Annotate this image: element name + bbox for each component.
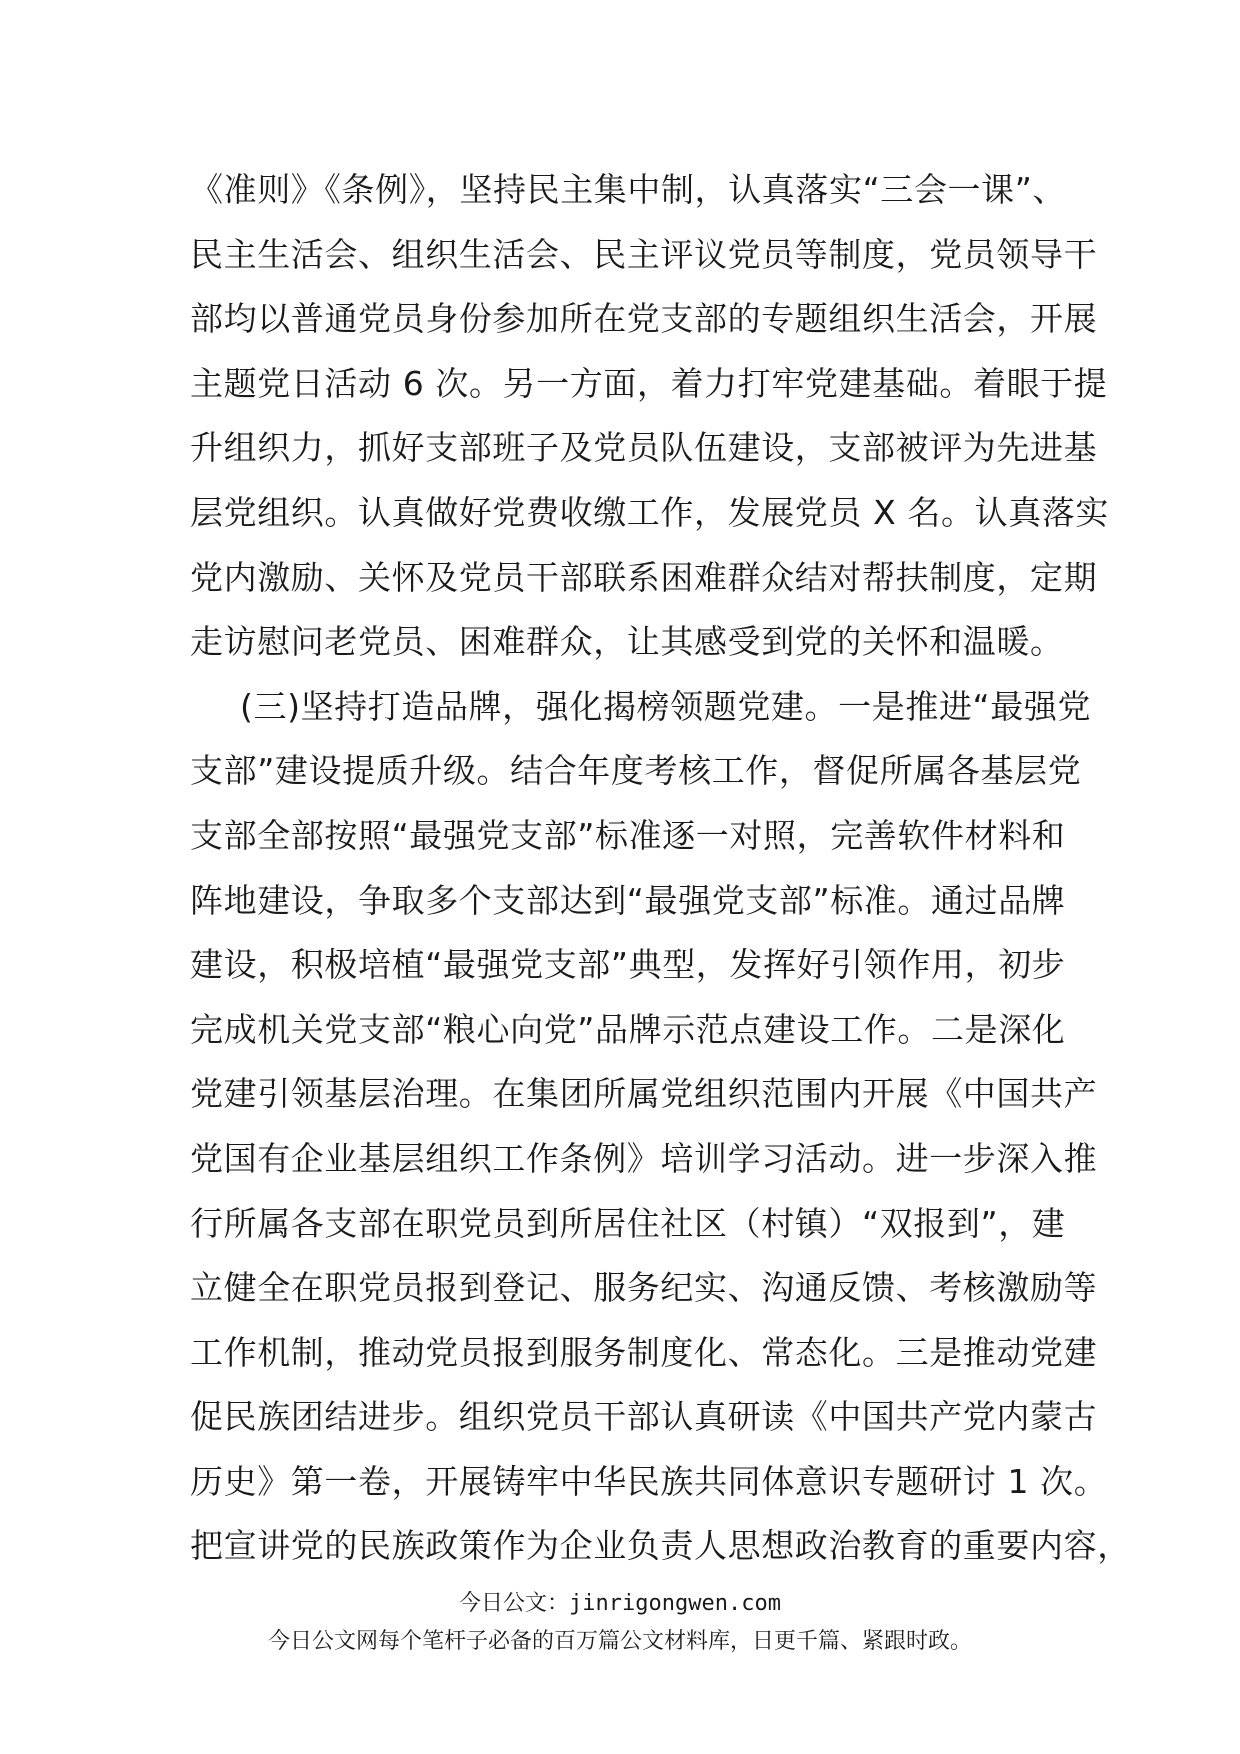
section-heading-line: (三)坚持打造品牌，强化揭榜领题党建。一是推进“最强党 [240, 686, 1092, 726]
body-line: 促民族团结进步。组织党员干部认真研读《中国共产党内蒙古 [190, 1397, 1098, 1437]
body-line: 主题党日活动 6 次。另一方面，着力打牢党建基础。着眼于提 [190, 363, 1108, 403]
footer-source-url[interactable]: jinrigongwen.com [569, 1591, 781, 1616]
body-line: 把宣讲党的民族政策作为企业负责人思想政治教育的重要内容， [190, 1526, 1131, 1566]
body-line: 行所属各支部在职党员到所居住社区（村镇）“双报到”，建 [190, 1203, 1066, 1243]
footer-source [0, 1589, 1240, 1619]
body-line: 部均以普通党员身份参加所在党支部的专题组织生活会，开展 [190, 299, 1098, 339]
body-line: 建设，积极培植“最强党支部”典型，发挥好引领作用，初步 [190, 945, 1066, 985]
footer-source-label: 今日公文： [459, 1591, 570, 1616]
body-line: 党国有企业基层组织工作条例》培训学习活动。进一步深入推 [190, 1138, 1098, 1178]
body-line: 民主生活会、组织生活会、民主评议党员等制度，党员领导干 [190, 234, 1098, 274]
body-line: 工作机制，推动党员报到服务制度化、常态化。三是推动党建 [190, 1332, 1098, 1372]
body-line: 支部全部按照“最强党支部”标准逐一对照，完善软件材料和 [190, 815, 1066, 855]
body-line: 层党组织。认真做好党费收缴工作，发展党员 X 名。认真落实 [190, 492, 1109, 532]
body-line: 完成机关党支部“粮心向党”品牌示范点建设工作。二是深化 [190, 1009, 1066, 1049]
body-line: 升组织力，抓好支部班子及党员队伍建设，支部被评为先进基 [190, 428, 1098, 468]
body-line: 阵地建设，争取多个支部达到“最强党支部”标准。通过品牌 [190, 880, 1066, 920]
body-line: 《准则》《条例》，坚持民主集中制，认真落实“三会一课”、 [190, 170, 1066, 209]
body-line: 历史》第一卷，开展铸牢中华民族共同体意识专题研讨 1 次。 [190, 1461, 1108, 1501]
body-line: 党建引领基层治理。在集团所属党组织范围内开展《中国共产 [190, 1074, 1098, 1114]
body-line: 党内激励、关怀及党员干部联系困难群众结对帮扶制度，定期 [190, 557, 1098, 597]
body-line: 走访慰问老党员、困难群众，让其感受到党的关怀和温暖。 [190, 622, 1064, 662]
footer-slogan: 今日公文网每个笔杆子必备的百万篇公文材料库，日更千篇、紧跟时政。 [267, 1629, 972, 1654]
body-line: 立健全在职党员报到登记、服务纪实、沟通反馈、考核激励等 [190, 1268, 1098, 1308]
document-body [190, 158, 1131, 1579]
body-line: 支部”建设提质升级。结合年度考核工作，督促所属各基层党 [190, 751, 1082, 791]
